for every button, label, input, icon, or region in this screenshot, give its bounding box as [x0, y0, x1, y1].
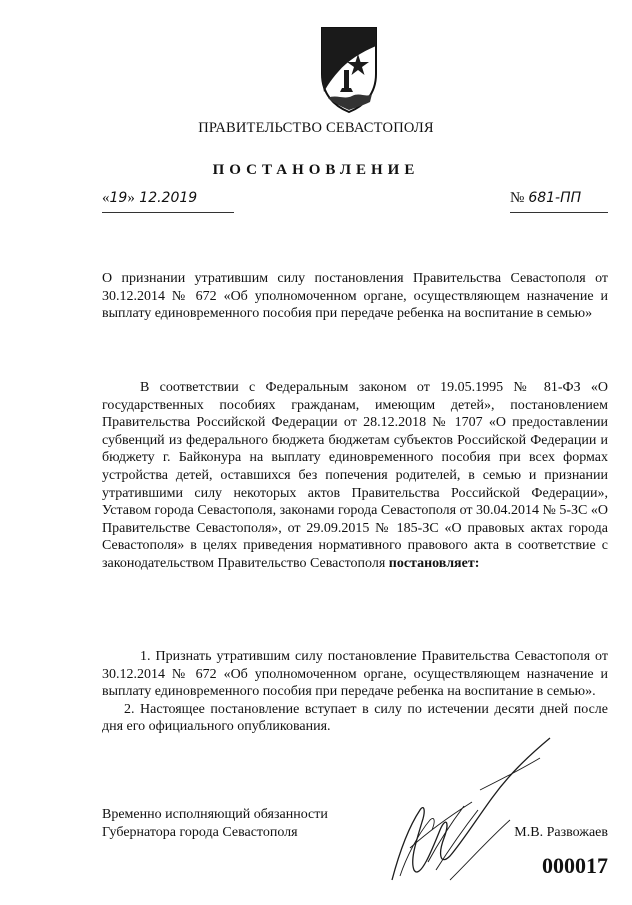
document-date-field: [102, 190, 234, 213]
document-preamble: [102, 379, 608, 573]
signer-name: М.В. Развожаев: [514, 825, 608, 840]
document-subject: О признании утратившим силу постановления Правительства Севастополя от 30.12.2014 № 672 «Об уполномоченном органе, осуществляющем назначение и выплату единовременного пособия при передаче ребенка на воспитание в семью»: [102, 271, 608, 322]
date-month-year: 12.2019: [139, 190, 198, 206]
coat-of-arms-icon: [318, 26, 380, 114]
preamble-text: В соответствии с Федеральным законом от 19.05.1995 № 81-ФЗ «О государственных пособиях гражданам, имеющим детей», постановлением Правительства Российской Федерации от 28.12.2018 № 1707 «О предоставлении субвенций из федерального бюджета бюджетам субъектов Российской Федерации и бюджету г. Байконура на выплату единовременного пособия при всех формах устройства детей, оставшихся без попечения родителей, в семью и признании утратившими силу некоторых актов Правительства Российской Федерации», Уставом города Севастополя, законами города Севастополя от 30.04.2014 № 5-ЗС «О Правительстве Севастополя», от 29.09.2015 № 185-ЗС «О правовых актах города Севастополя» в целях приведения нормативного правового акта в соответствие с законодательством Правительство Севастополя: [102, 380, 609, 571]
signer-position-line-1: Временно исполняющий обязанности: [102, 807, 328, 822]
organization-title: ПРАВИТЕЛЬСТВО СЕВАСТОПОЛЯ: [198, 120, 434, 136]
signer-position-line-2: Губернатора города Севастополя: [102, 825, 298, 840]
document-number: 681-ПП: [528, 190, 582, 206]
signer-position: [102, 806, 402, 842]
registration-number: 000017: [542, 853, 608, 878]
date-day: 19: [109, 190, 128, 206]
decree-word: постановляет:: [388, 555, 480, 571]
date-quote-close: »: [127, 190, 135, 206]
decree-item-1: 1. Признать утратившим силу постановление Правительства Севастополя от 30.12.2014 № 672 «Об уполномоченном органе, осуществляющем назначение и выплату единовременного пособия при передаче ребенка на воспитание в семью».: [102, 649, 608, 700]
document-number-field: [510, 190, 608, 213]
number-sign: №: [510, 190, 525, 206]
decree-item-2: 2. Настоящее постановление вступает в силу по истечении десяти дней после дня его официального опубликования.: [102, 701, 608, 735]
decree-items: [102, 648, 608, 736]
date-quote-open: «: [102, 190, 110, 206]
document-type-title: ПОСТАНОВЛЕНИЕ: [212, 162, 420, 178]
